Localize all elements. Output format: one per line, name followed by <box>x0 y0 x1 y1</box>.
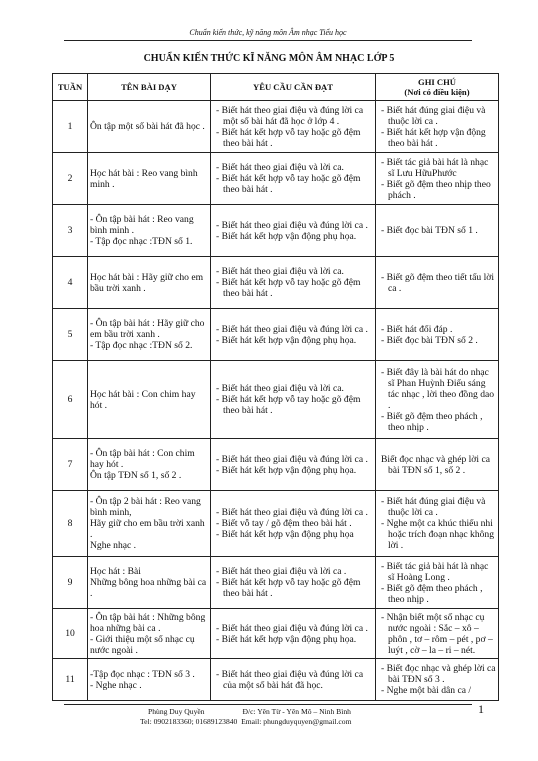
table-body <box>53 101 499 701</box>
notes-cell <box>376 101 499 153</box>
requirements-cell-line: - Biết hát theo giai điệu và đúng lời ca . <box>216 507 368 518</box>
week-cell: 7 <box>53 439 88 491</box>
curriculum-table <box>52 73 499 701</box>
footer-author-address: Phùng Duy Quyền Đ/c: Yên Từ - Yên Mô – Ninh Bình <box>148 707 351 716</box>
page-number: 1 <box>478 702 484 716</box>
notes-cell-line: - Biết đây là bài hát do nhạc sĩ Phan Huỳnh Điểu sáng tác nhạc , lời theo đồng dao . <box>381 366 495 411</box>
table-header-row <box>53 74 499 101</box>
table-row <box>53 101 499 153</box>
table-row <box>53 557 499 609</box>
requirements-cell-line: - Biết hát kết hợp vỗ tay hoặc gõ đệm theo bài hát . <box>216 126 361 149</box>
notes-cell-line: - Biết gõ đệm theo phách , theo nhịp . <box>381 582 483 605</box>
week-cell: 9 <box>53 557 88 609</box>
footer-contact: Tel: 0902183360; 01689123840 Email: phungduyquyen@gmail.com <box>140 717 352 726</box>
requirements-cell-line: - Biết hát kết hợp vỗ tay hoặc gõ đệm theo bài hát . <box>216 173 361 195</box>
requirements-cell-line: - Biết hát kết hợp vỗ tay hoặc gõ đệm theo bài hát . <box>216 577 361 599</box>
week-cell: 3 <box>53 205 88 257</box>
week-cell: 4 <box>53 257 88 309</box>
table-row <box>53 659 499 701</box>
notes-cell <box>376 659 499 701</box>
page-header: Chuẩn kiến thức, kỹ năng môn Âm nhạc Tiểu học <box>189 28 347 37</box>
requirements-cell <box>211 491 376 557</box>
notes-cell-line: - Biết hát kết hợp vận động theo bài hát . <box>381 126 486 149</box>
notes-cell-line: - Nhận biết một số nhạc cụ nước ngoài : Sắc – xô – phôn , tơ – rôm – pét , pơ – luýt , cờ – la – ri – nét. <box>381 611 493 656</box>
lesson-cell-line: Ôn tập một số bài hát đã học . <box>90 121 205 132</box>
table-row <box>53 439 499 491</box>
lesson-cell-line: Hãy giữ cho em bầu trời xanh . <box>90 518 205 540</box>
notes-cell-line: - Biết gõ đệm theo tiết tấu lời ca . <box>381 271 494 294</box>
requirements-cell-line: - Biết hát kết hợp vận động phụ họa <box>216 529 354 540</box>
lesson-cell <box>88 101 211 153</box>
lesson-cell <box>88 609 211 659</box>
notes-cell-line: - Biết đọc nhạc và ghép lời ca bài TĐN số 3 . <box>381 663 496 685</box>
footer-rule <box>64 704 472 705</box>
requirements-cell <box>211 257 376 309</box>
lesson-cell-line: - Ôn tập bài hát : Hãy giữ cho em bầu trời xanh . <box>90 318 205 340</box>
lesson-cell <box>88 205 211 257</box>
lesson-cell-line: - Nghe nhạc . <box>90 679 142 691</box>
notes-cell <box>376 205 499 257</box>
notes-cell <box>376 557 499 609</box>
week-cell: 1 <box>53 101 88 153</box>
week-cell: 6 <box>53 361 88 439</box>
requirements-cell-line: - Biết hát theo giai điệu và lời ca. <box>216 266 344 277</box>
week-cell: 8 <box>53 491 88 557</box>
table-row <box>53 361 499 439</box>
lesson-cell-line: - Ôn tập 2 bài hát : Reo vang bình minh, <box>90 496 201 518</box>
notes-cell-line: - Biết hát đúng giai điệu và thuộc lời ca . <box>381 496 486 518</box>
header-requirements: YÊU CẦU CẦN ĐẠT <box>211 74 376 101</box>
notes-cell-line: - Biết gõ đệm theo phách , theo nhịp . <box>381 410 483 433</box>
table-row <box>53 609 499 659</box>
lesson-cell <box>88 257 211 309</box>
requirements-cell-line: - Biết hát kết hợp vận động phụ họa. <box>216 230 357 242</box>
requirements-cell <box>211 659 376 701</box>
table-row <box>53 153 499 205</box>
table-row <box>53 257 499 309</box>
page-title: CHUẨN KIẾN THỨC KĨ NĂNG MÔN ÂM NHẠC LỚP 5 <box>143 53 395 64</box>
requirements-cell-line: - Biết hát theo giai điệu và lời ca . <box>216 566 347 577</box>
lesson-cell-line: Học hát bài : Con chim hay hót . <box>90 388 196 411</box>
notes-cell-line: - Nghe một bài dân ca / <box>381 685 472 696</box>
lesson-cell <box>88 153 211 205</box>
table-row <box>53 491 499 557</box>
header-notes <box>376 74 499 101</box>
lesson-cell-line: - Tập đọc nhạc :TĐN số 2. <box>90 340 193 351</box>
notes-cell-line: - Biết gõ đệm theo nhịp theo phách . <box>381 178 491 201</box>
notes-cell <box>376 361 499 439</box>
notes-cell <box>376 257 499 309</box>
requirements-cell-line: - Biết hát theo giai điệu và đúng lời ca của một số bài hát đã học. <box>216 668 364 691</box>
header-rule <box>64 40 472 41</box>
requirements-cell <box>211 557 376 609</box>
lesson-cell-line: - Ôn tập bài hát : Reo vang bình minh . <box>90 214 194 236</box>
lesson-cell-line: - Ôn tập bài hát : Những bông hoa những bài ca . <box>90 611 206 634</box>
requirements-cell-line: - Biết hát kết hợp vận động phụ họa. <box>216 334 357 346</box>
lesson-cell-line: - Giới thiệu một số nhạc cụ nước ngoài . <box>90 633 195 656</box>
lesson-cell <box>88 491 211 557</box>
notes-cell-line: - Biết tác giả bài hát là nhạc sĩ Hoàng Long . <box>381 560 489 583</box>
lesson-cell <box>88 439 211 491</box>
lesson-cell <box>88 361 211 439</box>
requirements-cell <box>211 361 376 439</box>
requirements-cell-line: - Biết hát theo giai điệu và lời ca. <box>216 383 344 394</box>
lesson-cell-line: - Tập đọc nhạc :TĐN số 1. <box>90 236 193 247</box>
notes-cell <box>376 309 499 361</box>
requirements-cell-line: - Biết hát theo giai điệu và đúng lời ca . <box>216 453 368 465</box>
requirements-cell-line: - Biết hát theo giai điệu và đúng lời ca . <box>216 219 368 231</box>
lesson-cell-line: Ôn tập TĐN số 1, số 2 . <box>90 470 182 481</box>
requirements-cell-line: - Biết hát theo giai điệu và đúng lời ca một số bài hát đã học ở lớp 4 . <box>216 104 364 127</box>
week-cell: 5 <box>53 309 88 361</box>
requirements-cell-line: - Biết hát kết hợp vỗ tay hoặc gõ đệm theo bài hát . <box>216 277 361 299</box>
lesson-cell-line: Những bông hoa những bài ca . <box>90 577 207 599</box>
requirements-cell <box>211 153 376 205</box>
requirements-cell-line: - Biết hát kết hợp vỗ tay hoặc gõ đệm theo bài hát . <box>216 394 361 416</box>
lesson-cell-line: Học hát : Bài <box>90 566 141 577</box>
lesson-cell <box>88 659 211 701</box>
table-row <box>53 309 499 361</box>
requirements-cell <box>211 609 376 659</box>
notes-cell-line: - Biết hát đối đáp . <box>381 323 453 335</box>
notes-cell-line: - Biết tác giả bài hát là nhạc sĩ Lưu HữuPhước <box>381 156 489 179</box>
notes-cell-line: - Biết hát đúng giai điệu và thuộc lời ca . <box>381 104 486 127</box>
notes-cell <box>376 491 499 557</box>
requirements-cell-line: - Biết hát theo giai điệu và lời ca. <box>216 162 344 173</box>
table-row <box>53 205 499 257</box>
lesson-cell-line: Học hát bài : Hãy giữ cho em bầu trời xanh . <box>90 271 204 294</box>
lesson-cell-line: -Tập đọc nhạc : TĐN số 3 . <box>90 668 195 680</box>
requirements-cell-line: - Biết hát theo giai điệu và đúng lời ca . <box>216 622 368 634</box>
header-notes-subtitle: (Nơi có điều kiện) <box>404 87 470 97</box>
requirements-cell-line: - Biết hát kết hợp vận động phụ họa. <box>216 633 357 645</box>
week-cell: 11 <box>53 659 88 701</box>
lesson-cell <box>88 557 211 609</box>
requirements-cell <box>211 101 376 153</box>
notes-cell-line: - Biết đọc bài TĐN số 1 . <box>381 225 478 236</box>
notes-cell <box>376 153 499 205</box>
header-notes-title: GHI CHÚ <box>418 77 456 87</box>
notes-cell-line: - Nghe một ca khúc thiếu nhi hoặc trích đoạn nhạc không lời . <box>381 518 495 551</box>
requirements-cell <box>211 205 376 257</box>
requirements-cell <box>211 439 376 491</box>
lesson-cell <box>88 309 211 361</box>
week-cell: 2 <box>53 153 88 205</box>
lesson-cell-line: Nghe nhạc . <box>90 540 137 551</box>
notes-cell <box>376 439 499 491</box>
header-week: TUẦN <box>53 74 88 101</box>
lesson-cell-line: Học hát bài : Reo vang bình minh . <box>90 167 198 190</box>
lesson-cell-line: - Ôn tập bài hát : Con chim hay hót . <box>90 448 195 470</box>
requirements-cell-line: - Biết vỗ tay / gõ đệm theo bài hát . <box>216 518 352 529</box>
notes-cell-line: Biết đọc nhạc và ghép lời ca bài TĐN số 1, số 2 . <box>381 453 490 476</box>
requirements-cell-line: - Biết hát theo giai điệu và đúng lời ca . <box>216 323 368 335</box>
requirements-cell-line: - Biết hát kết hợp vận động phụ họa. <box>216 464 357 476</box>
notes-cell <box>376 609 499 659</box>
notes-cell-line: - Biết đọc bài TĐN số 2 . <box>381 334 478 346</box>
header-lesson: TÊN BÀI DẠY <box>88 74 211 101</box>
requirements-cell <box>211 309 376 361</box>
week-cell: 10 <box>53 609 88 659</box>
